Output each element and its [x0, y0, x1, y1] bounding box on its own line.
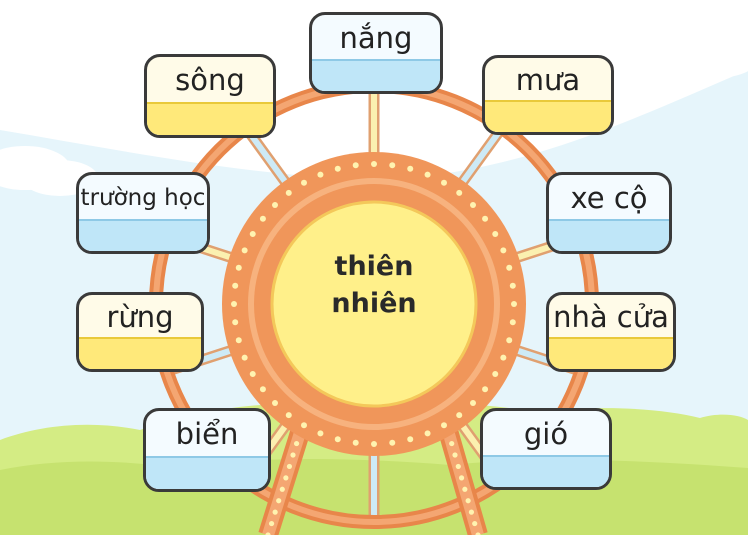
light-bulb	[425, 172, 431, 178]
cabin-fill	[79, 337, 201, 369]
cabin-word: rừng	[106, 300, 174, 335]
light-bulb	[469, 510, 474, 515]
light-bulb	[441, 180, 447, 186]
cabin-right-lower	[546, 292, 676, 372]
cabin-word: nhà cửa	[553, 300, 669, 335]
light-bulb	[482, 386, 488, 392]
light-bulb	[294, 441, 299, 446]
light-bulb	[472, 521, 477, 526]
light-bulb	[260, 386, 266, 392]
light-bulb	[280, 487, 285, 492]
light-bulb	[273, 510, 278, 515]
cabin-word: trường học	[80, 184, 206, 211]
cabin-left-upper	[76, 172, 210, 254]
light-bulb	[492, 231, 498, 237]
light-bulb	[286, 412, 292, 418]
light-bulb	[470, 202, 476, 208]
light-bulb	[456, 190, 462, 196]
light-bulb	[242, 355, 248, 361]
light-bulb	[511, 301, 517, 307]
cabin-word: gió	[523, 416, 569, 451]
cabin-fill	[549, 337, 673, 369]
cabin-fill	[147, 102, 273, 135]
cabin-top-left	[144, 54, 276, 138]
light-bulb	[317, 430, 323, 436]
light-bulb	[407, 436, 413, 442]
light-bulb	[232, 283, 238, 289]
light-bulb	[492, 371, 498, 377]
light-bulb	[276, 498, 281, 503]
light-bulb	[510, 319, 516, 325]
light-bulb	[449, 441, 454, 446]
cabin-word: biển	[175, 417, 239, 452]
cabin-fill	[549, 219, 669, 251]
light-bulb	[236, 337, 242, 343]
cabin-top	[309, 12, 443, 94]
light-bulb	[269, 521, 274, 526]
cabin-fill	[79, 219, 207, 251]
light-bulb	[462, 487, 467, 492]
light-bulb	[301, 422, 307, 428]
light-bulb	[335, 436, 341, 442]
light-bulb	[250, 231, 256, 237]
light-bulb	[470, 400, 476, 406]
light-bulb	[425, 430, 431, 436]
cabin-word: xe cộ	[570, 180, 648, 215]
light-bulb	[290, 452, 295, 457]
cabin-word: sông	[175, 63, 245, 98]
cabin-fill	[483, 455, 609, 487]
light-bulb	[407, 166, 413, 172]
light-bulb	[510, 283, 516, 289]
light-bulb	[287, 464, 292, 469]
light-bulb	[506, 337, 512, 343]
cabin-right-upper	[546, 172, 672, 254]
light-bulb	[260, 216, 266, 222]
light-bulb	[389, 162, 395, 168]
cabin-top-right	[482, 55, 614, 135]
cabin-bottom-left	[143, 408, 271, 492]
cabin-fill	[485, 100, 611, 132]
light-bulb	[231, 301, 237, 307]
light-bulb	[353, 162, 359, 168]
light-bulb	[250, 371, 256, 377]
cabin-word: mưa	[515, 63, 581, 98]
light-bulb	[500, 247, 506, 253]
light-bulb	[272, 400, 278, 406]
cabin-left-lower	[76, 292, 204, 372]
light-bulb	[317, 172, 323, 178]
light-bulb	[371, 161, 377, 167]
light-bulb	[500, 355, 506, 361]
center-label: thiên nhiên	[331, 251, 417, 319]
light-bulb	[242, 247, 248, 253]
light-bulb	[301, 180, 307, 186]
light-bulb	[506, 265, 512, 271]
light-bulb	[236, 265, 242, 271]
cabin-word: nắng	[339, 20, 413, 55]
light-bulb	[232, 319, 238, 325]
light-bulb	[353, 440, 359, 446]
light-bulb	[335, 166, 341, 172]
light-bulb	[441, 422, 447, 428]
light-bulb	[456, 464, 461, 469]
light-bulb	[452, 452, 457, 457]
cabin-bottom-right	[480, 408, 612, 490]
light-bulb	[272, 202, 278, 208]
light-bulb	[466, 498, 471, 503]
cabin-fill	[312, 59, 440, 91]
cabin-fill	[146, 456, 268, 489]
light-bulb	[389, 440, 395, 446]
light-bulb	[482, 216, 488, 222]
light-bulb	[371, 441, 377, 447]
light-bulb	[456, 412, 462, 418]
light-bulb	[286, 190, 292, 196]
light-bulb	[459, 475, 464, 480]
light-bulb	[283, 475, 288, 480]
